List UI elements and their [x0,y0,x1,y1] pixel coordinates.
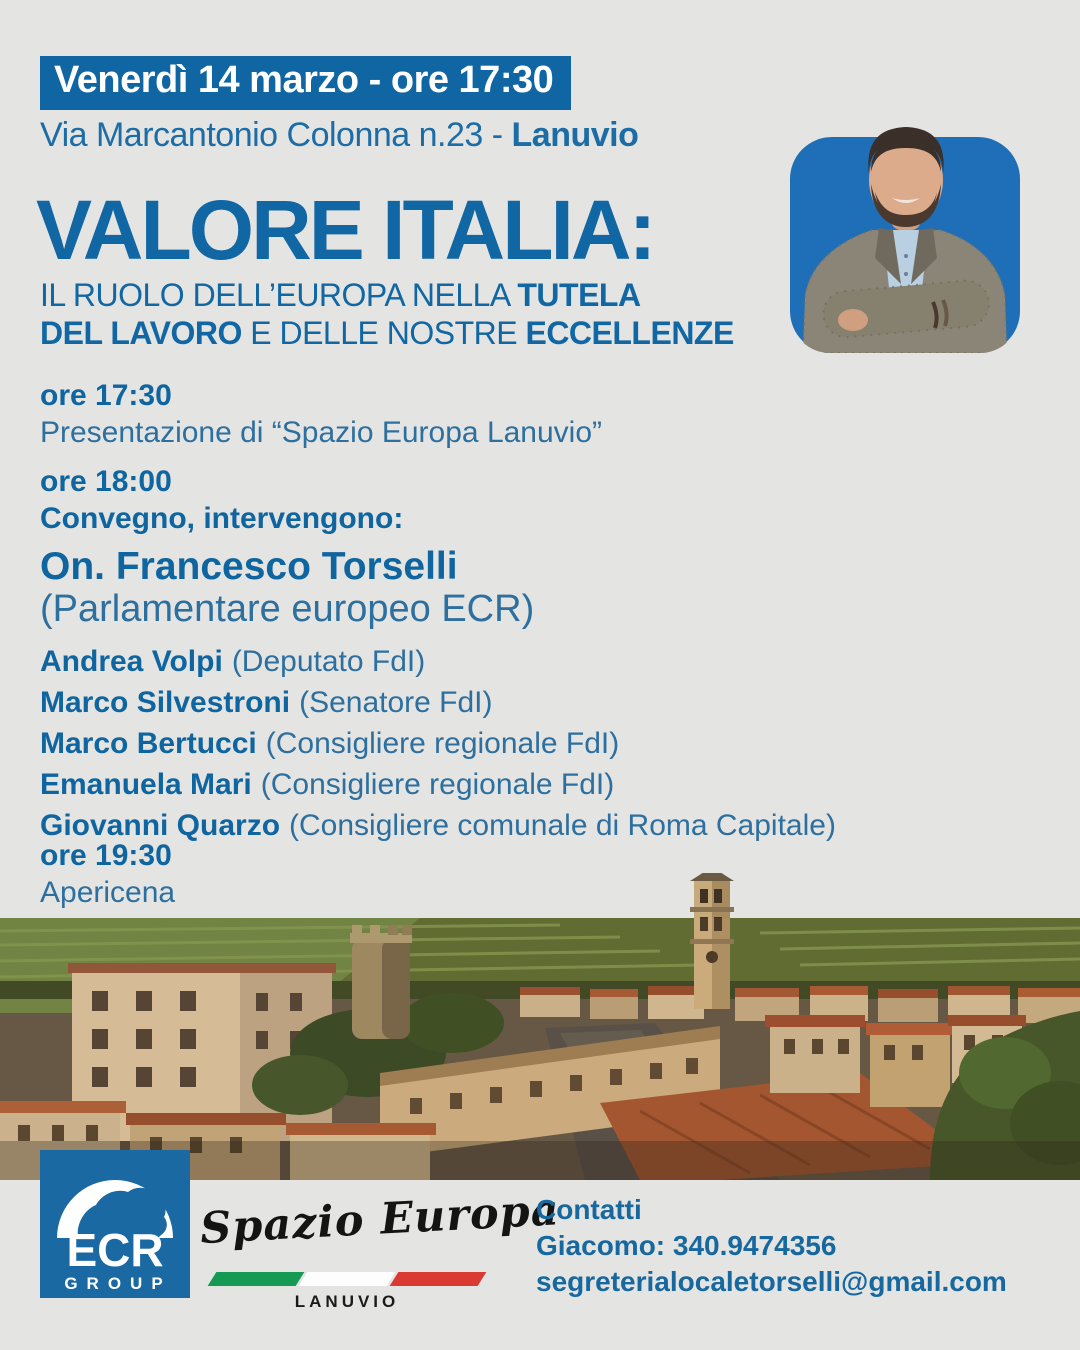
ecr-group-logo [40,1150,190,1298]
speaker-row: Emanuela Mari (Consigliere regionale FdI) [40,768,615,801]
speaker-row: Marco Bertucci (Consigliere regionale FdI) [40,727,620,760]
contacts-block [536,1192,1007,1300]
ecr-logo-text: ECR [66,1224,164,1276]
session-desc: Presentazione di “Spazio Europa Lanuvio” [40,416,603,449]
event-title: VALORE ITALIA: [36,183,654,277]
town-photo [0,873,1080,1180]
session-1800 [40,466,836,851]
main-speaker-name: On. Francesco Torselli [40,545,458,588]
session-desc: Apericena [40,876,176,909]
event-date-banner: Venerdì 14 marzo - ore 17:30 [40,56,571,110]
subtitle-line-1: IL RUOLO DELL’EUROPA NELLA TUTELA [40,277,641,313]
address-street: Via Marcantonio Colonna n.23 - [40,116,512,154]
speaker-row: Marco Silvestroni (Senatore FdI) [40,686,493,719]
session-desc: Convegno, intervengono: [40,502,404,535]
session-time: ore 18:00 [40,465,172,498]
event-address [40,116,638,155]
speaker-row: Andrea Volpi (Deputato FdI) [40,645,426,678]
address-city: Lanuvio [511,116,639,154]
spazio-europa-logo-script: Spazio Europa [198,1185,561,1255]
session-time: ore 17:30 [40,379,172,412]
subtitle-line-2: DEL LAVORO E DELLE NOSTRE ECCELLENZE [40,315,734,351]
contact-email: segreterialocaletorselli@gmail.com [536,1266,1007,1297]
speaker-row: Giovanni Quarzo (Consigliere comunale di Roma Capitale) [40,809,836,842]
speaker-portrait [775,88,1035,358]
session-1730 [40,380,602,448]
contacts-heading: Contatti [536,1194,642,1225]
event-subtitle [40,276,734,352]
main-speaker-role: (Parlamentare europeo ECR) [40,588,535,630]
session-time: ore 19:30 [40,839,172,872]
ecr-logo-subtext: GROUP [64,1274,172,1293]
spazio-europa-logo-city: LANUVIO [294,1292,400,1311]
italian-flag-stripe-icon [212,1272,482,1286]
contact-phone: Giacomo: 340.9474356 [536,1230,837,1261]
